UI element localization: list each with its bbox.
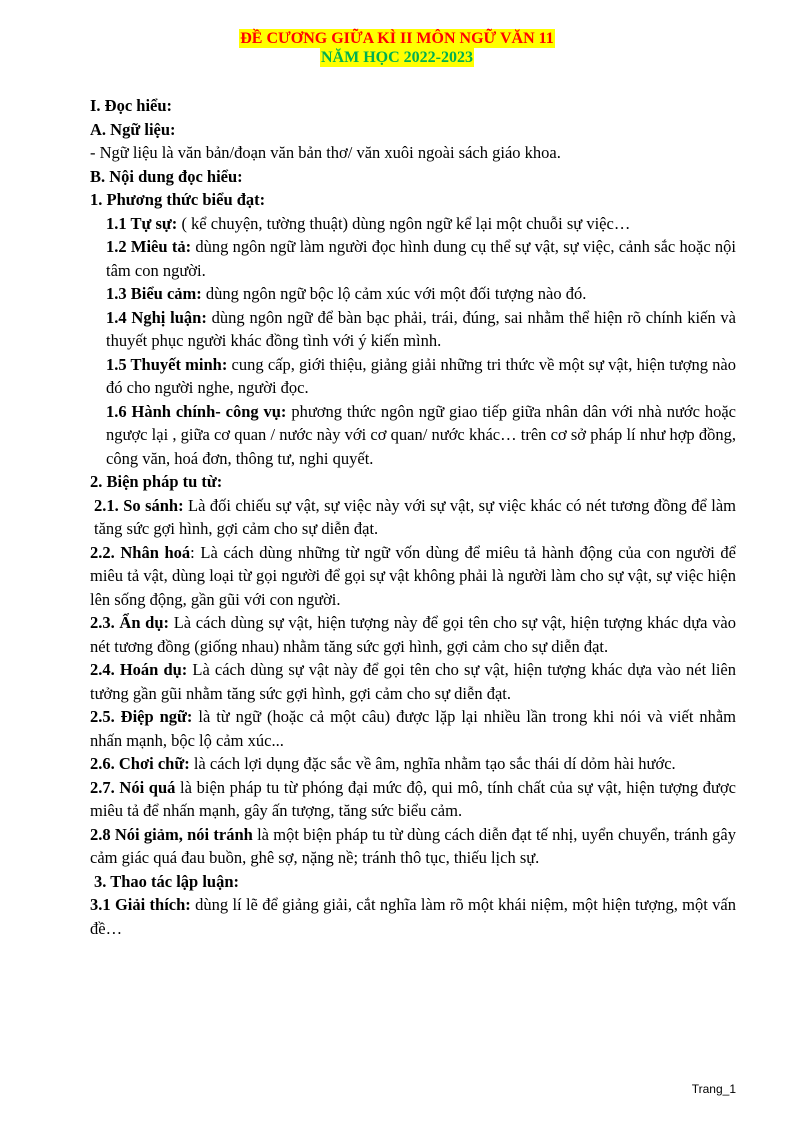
document-title: ĐỀ CƯƠNG GIỮA KÌ II MÔN NGỮ VĂN 11 bbox=[240, 30, 554, 47]
term: 2.2. Nhân hoá bbox=[90, 542, 191, 562]
subsection-heading: 3. Thao tác lập luận: bbox=[94, 871, 240, 891]
list-item bbox=[90, 541, 736, 612]
subsection-heading: B. Nội dung đọc hiểu: bbox=[90, 166, 243, 186]
definition: dùng lí lẽ để giảng giải, cắt nghĩa làm rõ một khái niệm, một hiện tượng, một vấn đề… bbox=[90, 895, 736, 938]
list-item bbox=[90, 400, 736, 471]
term: 2.7. Nói quá bbox=[90, 777, 176, 797]
list-item bbox=[90, 494, 736, 541]
section-heading: I. Đọc hiểu: bbox=[90, 96, 173, 115]
list-item bbox=[90, 893, 736, 940]
term: 1.5 Thuyết minh: bbox=[106, 354, 228, 374]
list-item bbox=[90, 752, 736, 776]
list-item bbox=[90, 611, 736, 658]
term: 2.1. So sánh: bbox=[94, 495, 184, 515]
list-item bbox=[90, 705, 736, 752]
term: 2.5. Điệp ngữ: bbox=[90, 707, 193, 726]
definition: dùng ngôn ngữ làm người đọc hình dung cụ thể sự vật, sự việc, cảnh sắc hoặc nội tâm con người. bbox=[106, 237, 737, 280]
term: 2.6. Chơi chữ: bbox=[90, 754, 190, 773]
term: 1.3 Biểu cảm: bbox=[106, 284, 202, 303]
paragraph: - Ngữ liệu là văn bản/đoạn văn bản thơ/ văn xuôi ngoài sách giáo khoa. bbox=[90, 143, 561, 162]
definition: dùng ngôn ngữ bộc lộ cảm xúc với một đối tượng nào đó. bbox=[201, 284, 587, 303]
list-item bbox=[90, 776, 736, 823]
definition: ( kể chuyện, tường thuật) dùng ngôn ngữ kể lại một chuỗi sự việc… bbox=[177, 213, 631, 233]
subsection-heading: A. Ngữ liệu: bbox=[90, 119, 176, 139]
term: 1.6 Hành chính- công vụ: bbox=[106, 401, 287, 421]
definition: Là cách dùng sự vật này để gọi tên cho sự vật, hiện tượng khác dựa vào nét liên tưởng gần gũi nhằm tăng sức gợi hình, gợi cảm cho sự diễn đạt. bbox=[90, 660, 736, 703]
term: 1.1 Tự sự: bbox=[106, 213, 178, 233]
definition: là từ ngữ (hoặc cả một câu) được lặp lại nhiều lần trong khi nói và viết nhằm nhấn mạnh, bộc lộ cảm xúc... bbox=[90, 707, 737, 750]
list-item bbox=[90, 235, 736, 282]
definition: là cách lợi dụng đặc sắc về âm, nghĩa nhằm tạo sắc thái dí dỏm hài hước. bbox=[189, 754, 676, 773]
definition: dùng ngôn ngữ để bàn bạc phải, trái, đúng, sai nhằm thể hiện rõ chính kiến và thuyết phục người khác đồng tình với ý kiến mình. bbox=[106, 307, 737, 350]
document-subtitle: NĂM HỌC 2022-2023 bbox=[321, 49, 473, 66]
list-item bbox=[90, 212, 736, 236]
term: 3.1 Giải thích: bbox=[90, 895, 191, 914]
term: 2.8 Nói giảm, nói tránh bbox=[90, 824, 253, 844]
definition: cung cấp, giới thiệu, giảng giải những tri thức về một sự vật, hiện tượng nào đó cho người nghe, người đọc. bbox=[106, 354, 736, 397]
page-number: Trang_1 bbox=[691, 1082, 736, 1096]
list-item bbox=[90, 658, 736, 705]
term: 1.4 Nghị luận: bbox=[106, 307, 207, 327]
definition: : Là cách dùng những từ ngữ vốn dùng để miêu tả hành động của con người để miêu tả vật, dùng loại từ gọi người để gọi sự vật không phải là người làm cho sự vật, sự việc hiện lên sống động, gần gũi với con người. bbox=[90, 542, 736, 609]
list-item bbox=[90, 282, 736, 306]
term: 2.4. Hoán dụ: bbox=[90, 660, 188, 679]
definition: Là đối chiếu sự vật, sự việc này với sự vật, sự việc khác có nét tương đồng để làm tăng sức gợi hình, gợi cảm cho sự diễn đạt. bbox=[94, 495, 737, 538]
definition: là một biện pháp tu từ dùng cách diễn đạt tế nhị, uyển chuyển, tránh gây cảm giác quá đau buồn, ghê sợ, nặng nề; tránh thô tục, thiếu lịch sự. bbox=[90, 824, 736, 867]
subsection-heading: 1. Phương thức biểu đạt: bbox=[90, 190, 266, 209]
list-item bbox=[90, 353, 736, 400]
term: 2.3. Ẩn dụ: bbox=[90, 613, 170, 632]
term: 1.2 Miêu tả: bbox=[106, 237, 192, 256]
definition: phương thức ngôn ngữ giao tiếp giữa nhân dân với nhà nước hoặc ngược lại , giữa cơ quan / nước này với cơ quan/ nước khác… trên cơ sở pháp lí như hợp đồng, công văn, hoá đơn, thông tư, nghi quyết. bbox=[106, 401, 736, 468]
list-item bbox=[90, 823, 736, 870]
subsection-heading: 2. Biện pháp tu từ: bbox=[90, 472, 223, 491]
document-body bbox=[90, 94, 736, 940]
list-item bbox=[90, 306, 736, 353]
definition: là biện pháp tu từ phóng đại mức độ, qui mô, tính chất của sự vật, hiện tượng được miêu tả để nhấn mạnh, gây ấn tượng, tăng sức biểu cảm. bbox=[90, 777, 736, 820]
title-block bbox=[0, 29, 794, 67]
definition: Là cách dùng sự vật, hiện tượng này để gọi tên cho sự vật, hiện tượng khác dựa vào nét tương đồng (giống nhau) nhằm tăng sức gợi hình, gợi cảm cho sự diễn đạt. bbox=[90, 613, 736, 656]
